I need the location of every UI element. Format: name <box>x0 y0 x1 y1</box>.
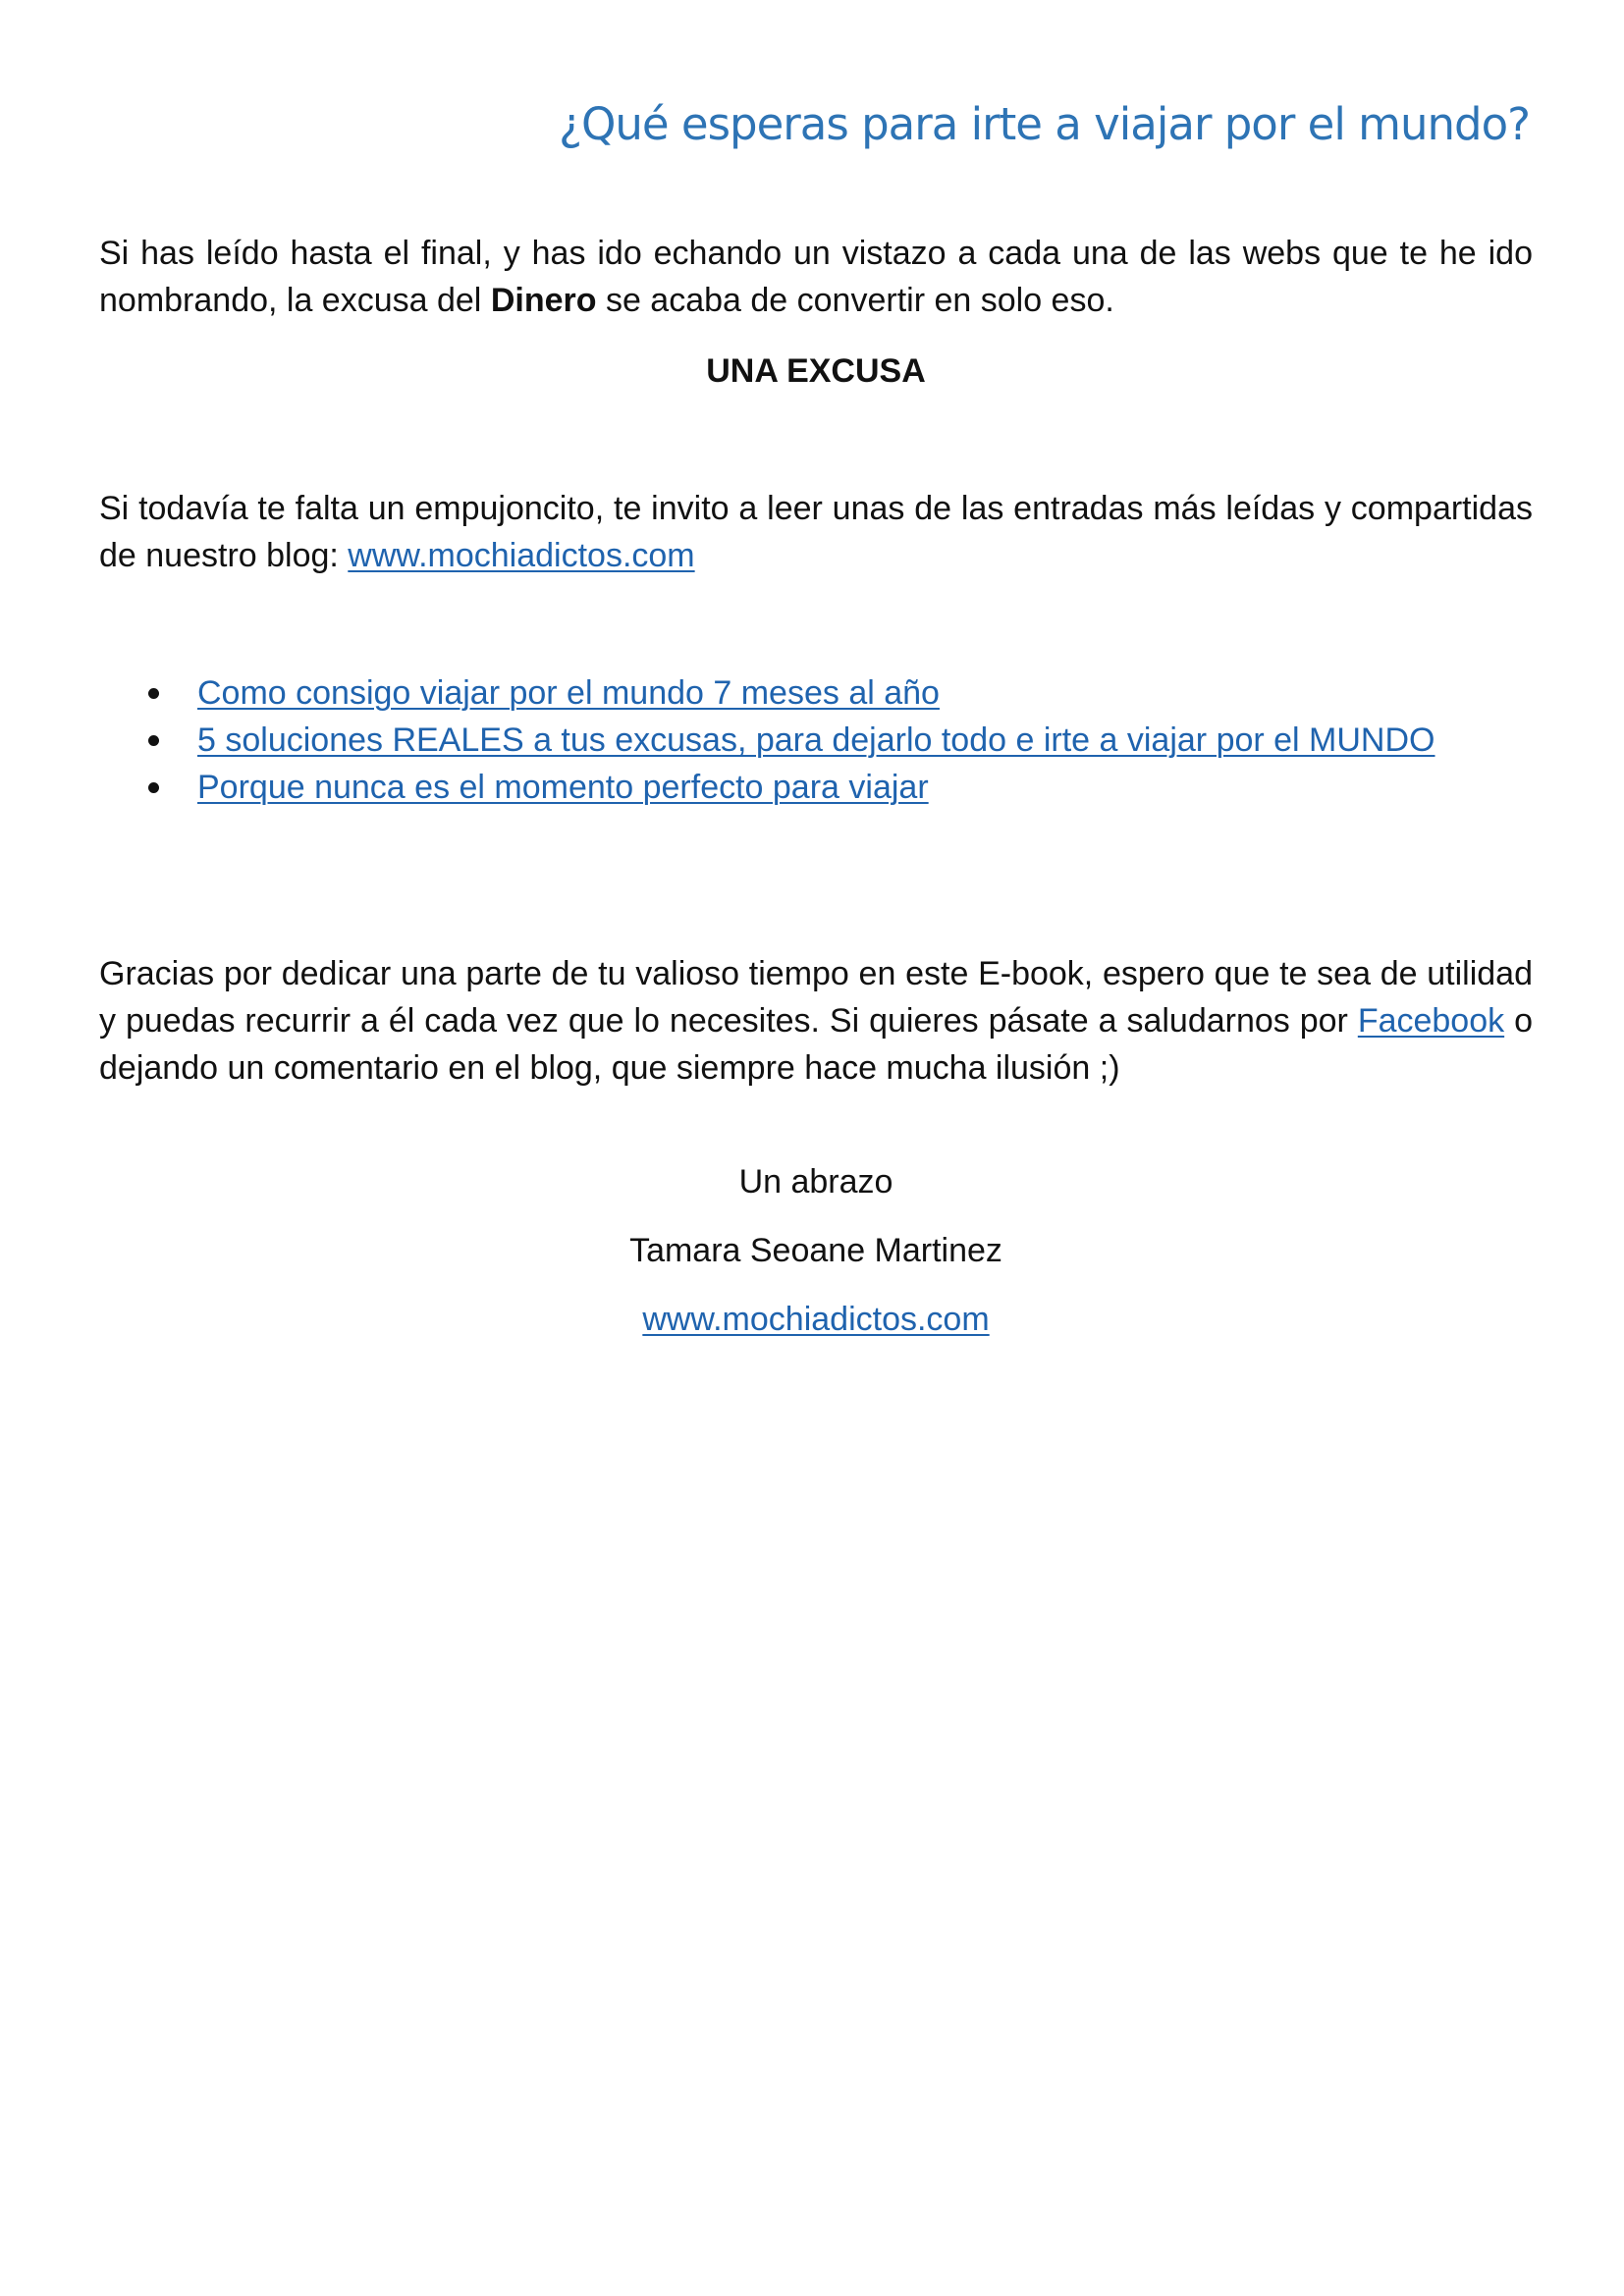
intro-text: Si has leído hasta el final, y has ido echando un vistazo a cada una de las webs que te he ido nombrando, la excusa del <box>99 235 1533 319</box>
article-link-2[interactable]: 5 soluciones REALES a tus excusas, para dejarlo todo e irte a viajar por el MUNDO <box>197 721 1435 759</box>
page-title: ¿Qué esperas para irte a viajar por el mundo? <box>559 98 1530 150</box>
bullet-icon <box>148 688 159 699</box>
website-link[interactable]: www.mochiadictos.com <box>642 1301 990 1338</box>
excuse-label: UNA EXCUSA <box>706 352 926 390</box>
list-item <box>197 764 1533 811</box>
article-link-1[interactable]: Como consigo viajar por el mundo 7 meses al año <box>197 674 940 712</box>
intro-paragraph <box>99 230 1533 324</box>
blog-link[interactable]: www.mochiadictos.com <box>348 537 695 574</box>
article-list <box>99 669 1533 811</box>
signoff-greeting: Un abrazo <box>738 1163 893 1201</box>
signoff-author: Tamara Seoane Martinez <box>629 1232 1002 1269</box>
bullet-icon <box>148 782 159 793</box>
facebook-link[interactable]: Facebook <box>1357 1002 1505 1040</box>
signoff-website-line <box>99 1296 1533 1343</box>
intro-bold-word: Dinero <box>490 282 597 319</box>
list-item <box>197 717 1533 764</box>
article-link-3[interactable]: Porque nunca es el momento perfecto para viajar <box>197 769 929 806</box>
thanks-paragraph <box>99 950 1533 1092</box>
invite-paragraph <box>99 485 1533 579</box>
thanks-text: Gracias por dedicar una parte de tu valioso tiempo en este E-book, espero que te sea de utilidad y puedas recurrir a él cada vez que lo necesites. Si quieres pásate a saludarnos por <box>99 955 1533 1040</box>
invite-text: Si todavía te falta un empujoncito, te invito a leer unas de las entradas más leídas y compartidas de nuestro blog: <box>99 490 1533 574</box>
list-item <box>197 669 1533 717</box>
intro-text-end: se acaba de convertir en solo eso. <box>596 282 1114 319</box>
bullet-icon <box>148 735 159 746</box>
thanks-text-end: o dejando un comentario en el blog, que siempre hace mucha ilusión ;) <box>99 1002 1533 1087</box>
